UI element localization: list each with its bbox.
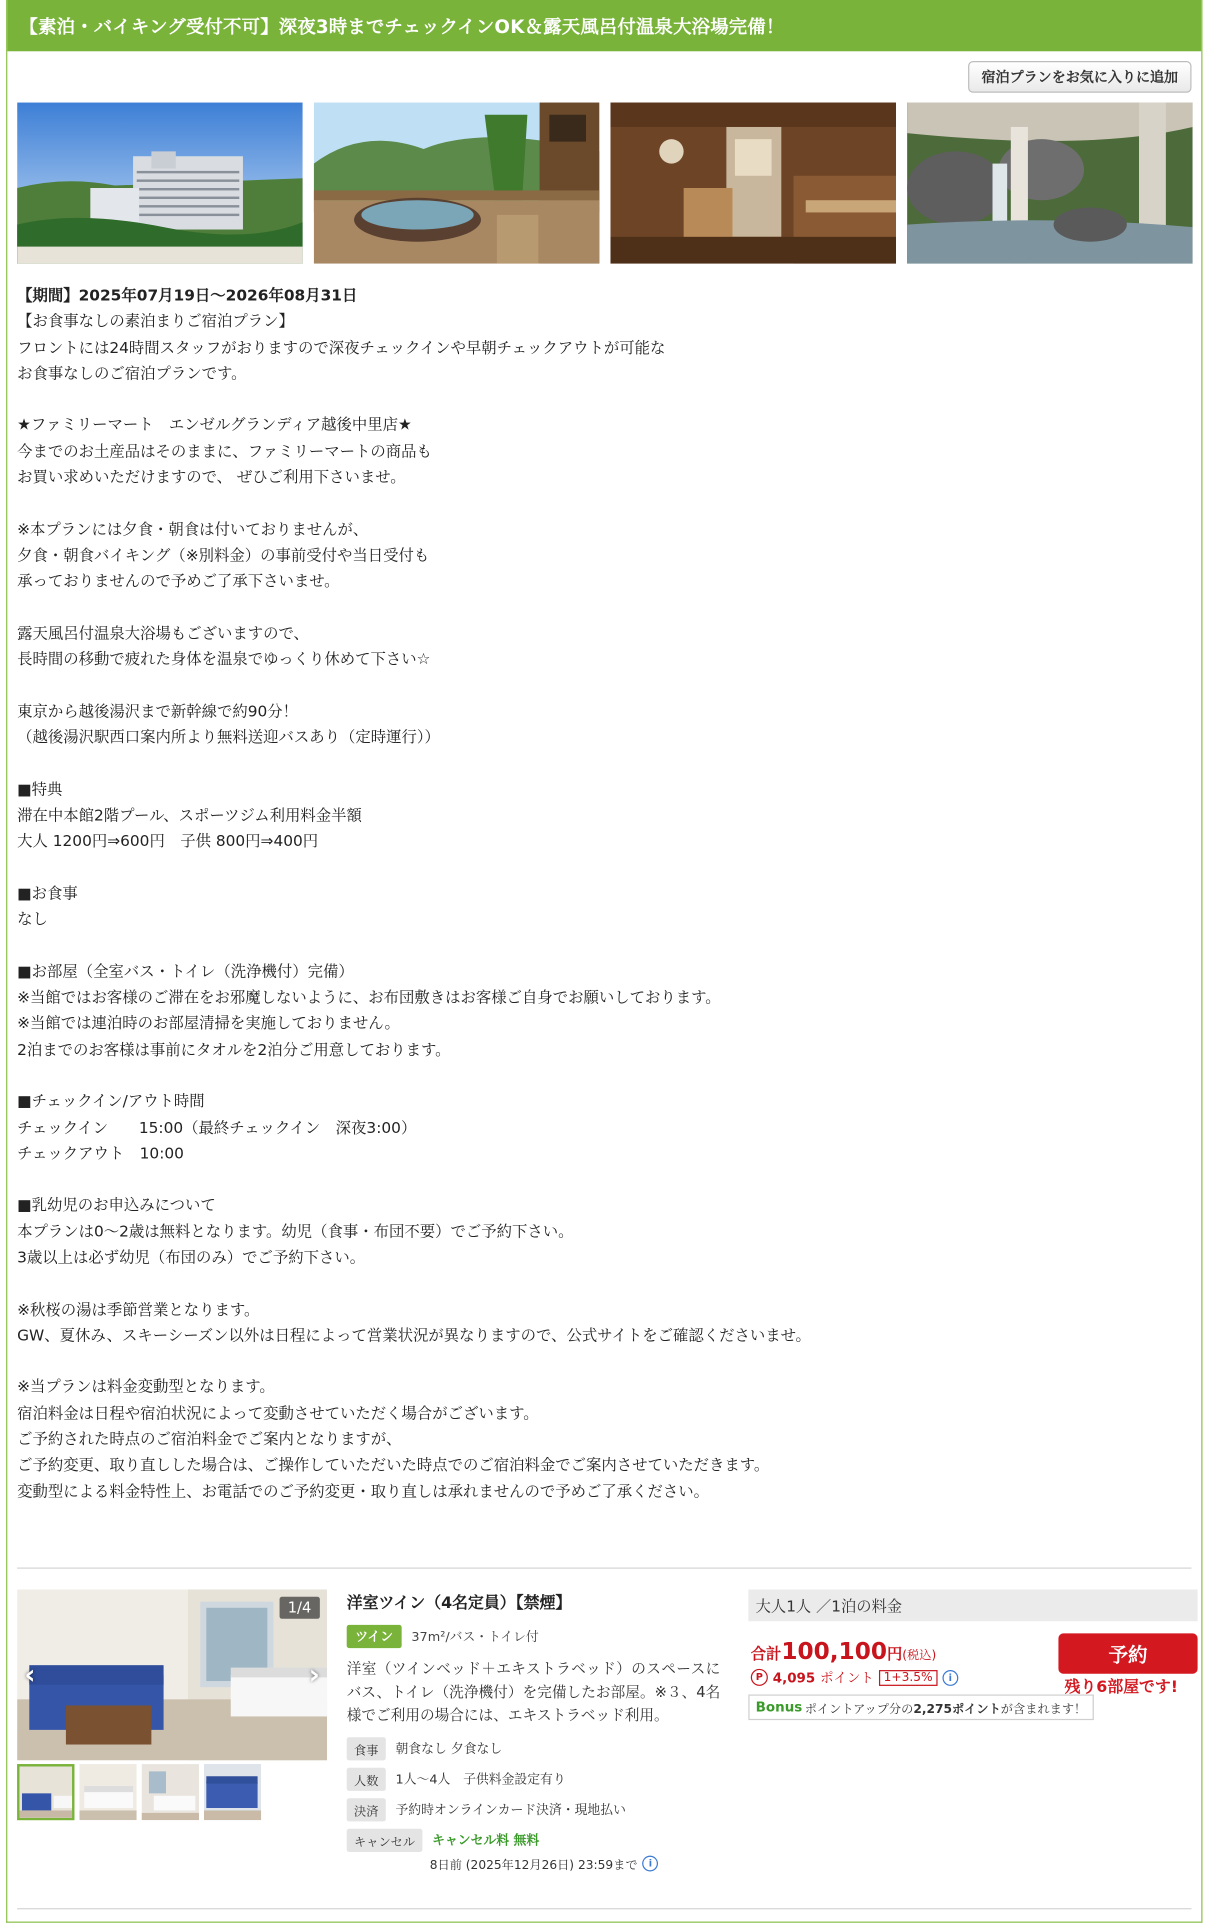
plan-description-text: 【お食事なしの素泊まりご宿泊プラン】 フロントには24時間スタッフがおりますので深夜チェックインや早朝チェックアウトが可能な お食事なしのご宿泊プランです。 ★ファミリーマート エンゼルグランディア越後中里店★ 今までのお土産品はそのままに、ファミリーマートの商品も お買い求めいただけますので、 ぜひご利用下さいませ。 ※本プランには夕食・朝食は付いておりませんが、 夕食・朝食バイキング（※別料金）の事前受付や当日受付も 承っておりませんので予めご了承下さいませ。 露天風呂付温泉大浴場もございますので、 長時間の移動で疲れた身体を温泉でゆっくり休めて下さい☆ 東京から越後湯沢まで新幹線で約90分！ （越後湯沢駅西口案内所より無料送迎バスあり（定時運行）） ■特典 滞在中本館2階プール、スポーツジム利用料金半額 大人 1200円⇒600円 子供 800円⇒400円 ■お食事 なし ■お部屋（全室バス・トイレ（洗浄機付）完備） ※当館ではお客様のご滞在をお邪魔しないように、お布団敷きはお客様ご自身でお願いしております。 ※当館では連泊時のお部屋清掃を実施しておりません。 2泊までのお客様は事前にタオルを2泊分ご用意しております。 ■チェックイン/アウト時間 チェックイン 15:00（最終チェックイン 深夜3:00） チェックアウト 10:00 ■乳幼児のお申込みについて 本プランは0～2歳は無料となります。幼児（食事・布団不要）でご予約下さい。 3歳以上は必ず幼児（布団のみ）でご予約下さい。 ※秋桜の湯は季節営業となります。 GW、夏休み、スキーシーズン以外は日程によって営業状況が異なりますので、公式サイトをご確認くださいませ。 ※当プランは料金変動型となります。 宿泊料金は日程や宿泊状況によって変動させていただく場合がございます。 ご予約された時点のご宿泊料金でご案内となりますが、 ご予約変更、取り直しした場合は、ご操作していただいた時点でのご宿泊料金でご案内させていただきます。 変動型による料金特性上、お電話でのご予約変更・取り直しは承れませんので予めご了承ください。 <box>17 311 811 1500</box>
reserve-button[interactable]: 予約 <box>1058 1633 1197 1673</box>
room-info <box>347 1589 728 1872</box>
info-icon[interactable]: i <box>942 1669 958 1685</box>
next-photo-arrow-icon[interactable]: › <box>308 1660 320 1691</box>
spec-label: 決済 <box>347 1798 386 1821</box>
room-size-info: 37m²/バス・トイレ付 <box>411 1629 539 1645</box>
info-icon[interactable]: i <box>642 1856 658 1872</box>
bonus-points: 2,275ポイント <box>913 1703 1001 1717</box>
bonus-text: が含まれます！ <box>1000 1703 1087 1717</box>
rooms-remaining: 残り6部屋です! <box>1064 1678 1179 1697</box>
bonus-text: ポイントアップ分の <box>804 1703 914 1717</box>
total-amount: 100,100 <box>781 1638 887 1666</box>
room-thumbnails <box>17 1764 261 1820</box>
spec-row-guests <box>347 1768 728 1791</box>
room-thumbnail[interactable] <box>79 1764 136 1820</box>
spec-value: 1人～4人 子供料金設定有り <box>395 1772 566 1788</box>
spec-value: 予約時オンラインカード決済・現地払い <box>395 1803 626 1818</box>
points-value: 4,095 <box>772 1669 816 1686</box>
price-header: 大人1人 ／1泊の料金 <box>748 1589 1197 1621</box>
points-rate: 1+3.5% <box>879 1669 938 1685</box>
spec-label: キャンセル <box>347 1829 423 1852</box>
points-icon: P <box>751 1669 768 1686</box>
room-thumbnail[interactable] <box>204 1764 261 1820</box>
tax-note: (税込) <box>902 1649 937 1663</box>
plan-title-bar <box>7 0 1201 51</box>
rock-bath-photo[interactable] <box>907 103 1193 264</box>
plan-photo-strip <box>17 103 1193 264</box>
section-divider <box>17 1568 1191 1569</box>
section-divider <box>17 1908 1191 1909</box>
room-thumbnail[interactable] <box>17 1764 74 1820</box>
terrace-bath-photo[interactable] <box>314 103 600 264</box>
yen-unit: 円 <box>886 1644 903 1663</box>
hotel-building-photo[interactable] <box>17 103 303 264</box>
bonus-points-note <box>748 1694 1093 1720</box>
room-name-link[interactable]: 洋室ツイン（4名定員）【禁煙】 <box>346 1594 572 1613</box>
spec-value: 朝食なし 夕食なし <box>395 1742 503 1757</box>
room-type-badge: ツイン <box>347 1625 402 1648</box>
photo-counter: 1/4 <box>279 1597 320 1619</box>
room-specs <box>347 1737 728 1873</box>
plan-period: 【期間】2025年07月19日～2026年08月31日 <box>17 285 358 304</box>
points-unit: ポイント <box>820 1670 874 1686</box>
plan-title: 【素泊・バイキング受付不可】深夜3時までチェックインOK＆露天風呂付温泉大浴場完備！ <box>19 15 785 38</box>
sauna-room-photo[interactable] <box>610 103 896 264</box>
plan-card <box>6 0 1202 1923</box>
spec-row-meal <box>347 1737 728 1760</box>
cancel-deadline-text: 8日前 (2025年12月26日) 23:59まで <box>429 1859 638 1873</box>
bonus-label: Bonus <box>755 1699 803 1716</box>
plan-description <box>17 282 1189 1504</box>
cancel-deadline <box>430 1854 728 1872</box>
spec-label: 人数 <box>347 1768 386 1791</box>
room-thumbnail[interactable] <box>142 1764 199 1820</box>
total-label: 合計 <box>750 1644 782 1663</box>
room-tagline <box>347 1625 728 1648</box>
prev-photo-arrow-icon[interactable]: ‹ <box>24 1660 36 1691</box>
room-description: 洋室（ツインベッド＋エキストラベッド）のスペースにバス、トイレ（洗浄機付）を完備したお部屋。※３、4名様でご利用の場合には、エキストラベッド利用。 <box>346 1660 721 1724</box>
spec-label: 食事 <box>347 1737 386 1760</box>
spec-row-cancel <box>347 1829 728 1852</box>
room-photo-carousel[interactable] <box>17 1589 327 1760</box>
add-favorite-button[interactable]: 宿泊プランをお気に入りに追加 <box>968 61 1191 93</box>
cancel-fee-value: キャンセル料 無料 <box>432 1833 540 1849</box>
spec-row-payment <box>347 1798 728 1821</box>
